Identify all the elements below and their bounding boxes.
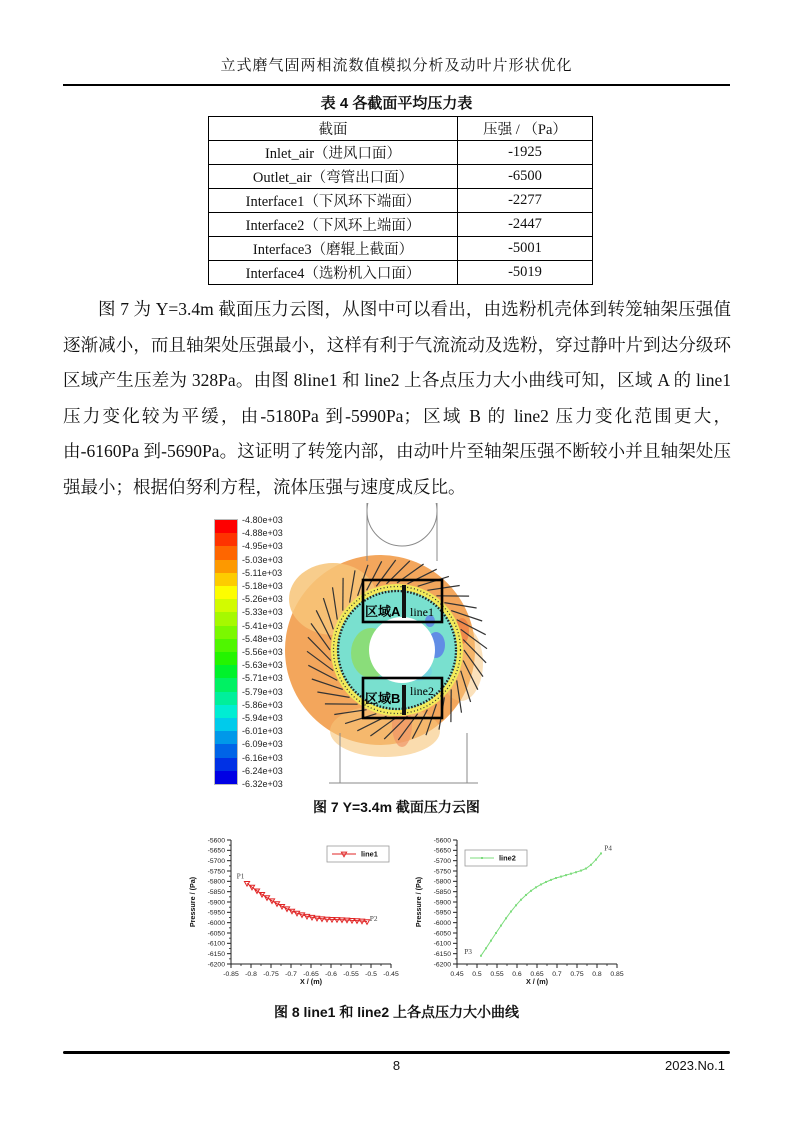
svg-text:P4: P4 [604,843,613,853]
svg-text:-6100: -6100 [433,940,451,948]
colorbar-tick-label: -6.09e+03 [242,739,283,750]
table-cell: -5019 [458,261,593,285]
svg-text:-0.8: -0.8 [245,971,257,978]
colorbar-tick-label: -4.95e+03 [242,541,283,552]
colorbar-band [215,705,237,718]
svg-text:-0.5: -0.5 [365,971,377,978]
colorbar-band [215,744,237,757]
colorbar-tick-label: -6.16e+03 [242,752,283,763]
svg-text:-0.65: -0.65 [303,971,319,978]
svg-text:-0.6: -0.6 [325,971,337,978]
svg-text:0.7: 0.7 [552,971,562,978]
svg-text:X / (m): X / (m) [526,977,548,986]
colorbar-tick-label: -4.80e+03 [242,515,283,525]
svg-text:Pressure / (Pa): Pressure / (Pa) [414,876,423,928]
figure8-charts [0,828,793,998]
svg-text:-5650: -5650 [433,847,451,855]
colorbar-band [215,731,237,744]
colorbar-tick-label: -5.63e+03 [242,660,283,671]
colorbar-tick-label: -5.33e+03 [242,607,283,618]
svg-text:-6050: -6050 [207,930,225,938]
colorbar-tick-label: -5.86e+03 [242,699,283,710]
svg-text:0.75: 0.75 [570,971,584,978]
colorbar-band [215,546,237,559]
line1-chart [186,832,416,990]
table-cell: Interface4（选粉机入口面） [209,261,458,285]
svg-text:0.5: 0.5 [472,971,482,978]
line2-chart [412,832,642,990]
svg-text:-6000: -6000 [433,919,451,927]
table-cell: -2277 [458,189,593,213]
shaft-outline [367,503,437,561]
svg-text:-5750: -5750 [207,868,225,876]
figure8-caption: 图 8 line1 和 line2 上各点压力大小曲线 [273,1004,520,1020]
svg-text:0.45: 0.45 [450,971,464,978]
colorbar-tick-label: -5.41e+03 [242,620,283,631]
colorbar-tick-label: -5.26e+03 [242,594,283,605]
contour-plot [265,503,495,795]
table-cell: -1925 [458,141,593,165]
svg-text:-5850: -5850 [433,888,451,896]
svg-text:0.65: 0.65 [530,971,544,978]
svg-text:0.8: 0.8 [592,971,602,978]
colorbar-band [215,599,237,612]
colorbar-band [215,520,237,533]
colorbar-band [215,758,237,771]
table-cell: -2447 [458,213,593,237]
table-cell: -5001 [458,237,593,261]
table-cell: Interface1（下风环下端面） [209,189,458,213]
svg-text:-5700: -5700 [207,857,225,865]
svg-text:-5850: -5850 [207,888,225,896]
issue-label: 2023.No.1 [665,1058,725,1073]
svg-text:-5800: -5800 [207,878,225,886]
svg-text:-0.55: -0.55 [343,971,359,978]
svg-text:-5800: -5800 [433,878,451,886]
table-row [209,141,593,165]
region-a-label: 区域A [365,604,401,619]
header-rule [63,84,730,86]
svg-text:-5900: -5900 [207,899,225,907]
column-header-pressure: 压强 / （Pa） [458,117,593,141]
svg-text:-6100: -6100 [207,940,225,948]
svg-text:-0.7: -0.7 [285,971,297,978]
line1-label: line1 [410,605,434,619]
figure7-caption: 图 7 Y=3.4m 截面压力云图 [313,799,480,815]
svg-text:-6050: -6050 [433,930,451,938]
colorbar-band [215,573,237,586]
svg-text:Pressure / (Pa): Pressure / (Pa) [188,876,197,928]
colorbar-band [215,586,237,599]
colorbar-band [215,771,237,784]
svg-text:-5700: -5700 [433,857,451,865]
figure7-contour [0,503,793,803]
svg-text:X / (m): X / (m) [300,977,322,986]
colorbar-band [215,533,237,546]
colorbar-tick-label: -4.88e+03 [242,528,283,539]
table-cell: Outlet_air（弯管出口面） [209,165,458,189]
colorbar-tick-label: -5.79e+03 [242,686,283,697]
table-cell: Interface3（磨辊上截面） [209,237,458,261]
colorbar-band [215,652,237,665]
contour-hub-hole [369,617,435,683]
colorbar-tick-label: -5.18e+03 [242,581,283,591]
colorbar-tick-label: -5.11e+03 [242,567,283,578]
table-row [209,165,593,189]
table-header-row [209,117,593,141]
svg-text:0.55: 0.55 [490,971,504,978]
svg-text:-5600: -5600 [207,837,225,845]
footer-rule [63,1051,730,1054]
svg-text:-5750: -5750 [433,868,451,876]
colorbar-band [215,612,237,625]
svg-text:P1: P1 [236,871,245,881]
table-row [209,213,593,237]
svg-text:-6200: -6200 [433,961,451,969]
svg-text:-5950: -5950 [433,909,451,917]
colorbar-band [215,692,237,705]
running-head-title: 立式磨气固两相流数值模拟分析及动叶片形状优化 [220,58,573,74]
table-row [209,237,593,261]
colorbar-band [215,626,237,639]
svg-text:line1: line1 [361,849,378,859]
svg-text:-5650: -5650 [207,847,225,855]
colorbar-band [215,665,237,678]
svg-text:-0.75: -0.75 [263,971,279,978]
table-row [209,261,593,285]
colorbar-band [215,560,237,573]
svg-text:0.85: 0.85 [610,971,624,978]
svg-text:-6150: -6150 [433,950,451,958]
colorbar-tick-label: -5.56e+03 [242,647,283,657]
colorbar-band [215,718,237,731]
svg-text:0.6: 0.6 [512,971,522,978]
svg-text:-5600: -5600 [433,837,451,845]
table-row [209,189,593,213]
region-b-label: 区域B [365,691,401,706]
colorbar-tick-label: -6.01e+03 [242,726,283,737]
svg-text:line2: line2 [499,853,516,863]
table-cell: -6500 [458,165,593,189]
colorbar-tick-label: -5.03e+03 [242,554,283,565]
svg-text:-5900: -5900 [433,899,451,907]
colorbar-tick-label: -5.94e+03 [242,713,283,723]
colorbar-tick-label: -6.32e+03 [242,779,283,789]
table-caption: 表 4 各截面平均压力表 [320,95,473,112]
svg-text:P2: P2 [369,914,378,924]
page-number: 8 [392,1058,401,1073]
pressure-table [208,116,593,285]
svg-text:-0.85: -0.85 [223,971,239,978]
colorbar-band [215,639,237,652]
svg-text:-0.45: -0.45 [383,971,399,978]
svg-text:-6000: -6000 [207,919,225,927]
colorbar-band [215,678,237,691]
body-paragraph: 图 7 为 Y=3.4m 截面压力云图，从图中可以看出，由选粉机壳体到转笼轴架压强值逐渐减小，而且轴架处压强最小，这样有利于气流流动及选粉，穿过静叶片到达分级环区域产生压差为 328Pa。由图 8line1 和 line2 上各点压力大小曲线可知，区域 A 的 line1 压力变化较为平缓，由-5180Pa 到-5990Pa；区域 B 的 line2 压力变化范围更大，由-6160Pa 到-5690Pa。这证明了转笼内部，由动叶片至轴架压强不断较小并且轴架处压强最小；根据伯努利方程，流体压强与速度成反比。 [63,299,731,497]
table-cell: Inlet_air（进风口面） [209,141,458,165]
colorbar-tick-label: -5.48e+03 [242,633,283,644]
svg-text:P3: P3 [464,947,473,957]
column-header-section: 截面 [209,117,458,141]
svg-text:-6200: -6200 [207,961,225,969]
colorbar [215,520,237,784]
table-cell: Interface2（下风环上端面） [209,213,458,237]
colorbar-tick-label: -5.71e+03 [242,673,283,684]
line2-label: line2 [410,684,434,698]
colorbar-tick-label: -6.24e+03 [242,765,283,776]
svg-text:-6150: -6150 [207,950,225,958]
svg-text:-5950: -5950 [207,909,225,917]
